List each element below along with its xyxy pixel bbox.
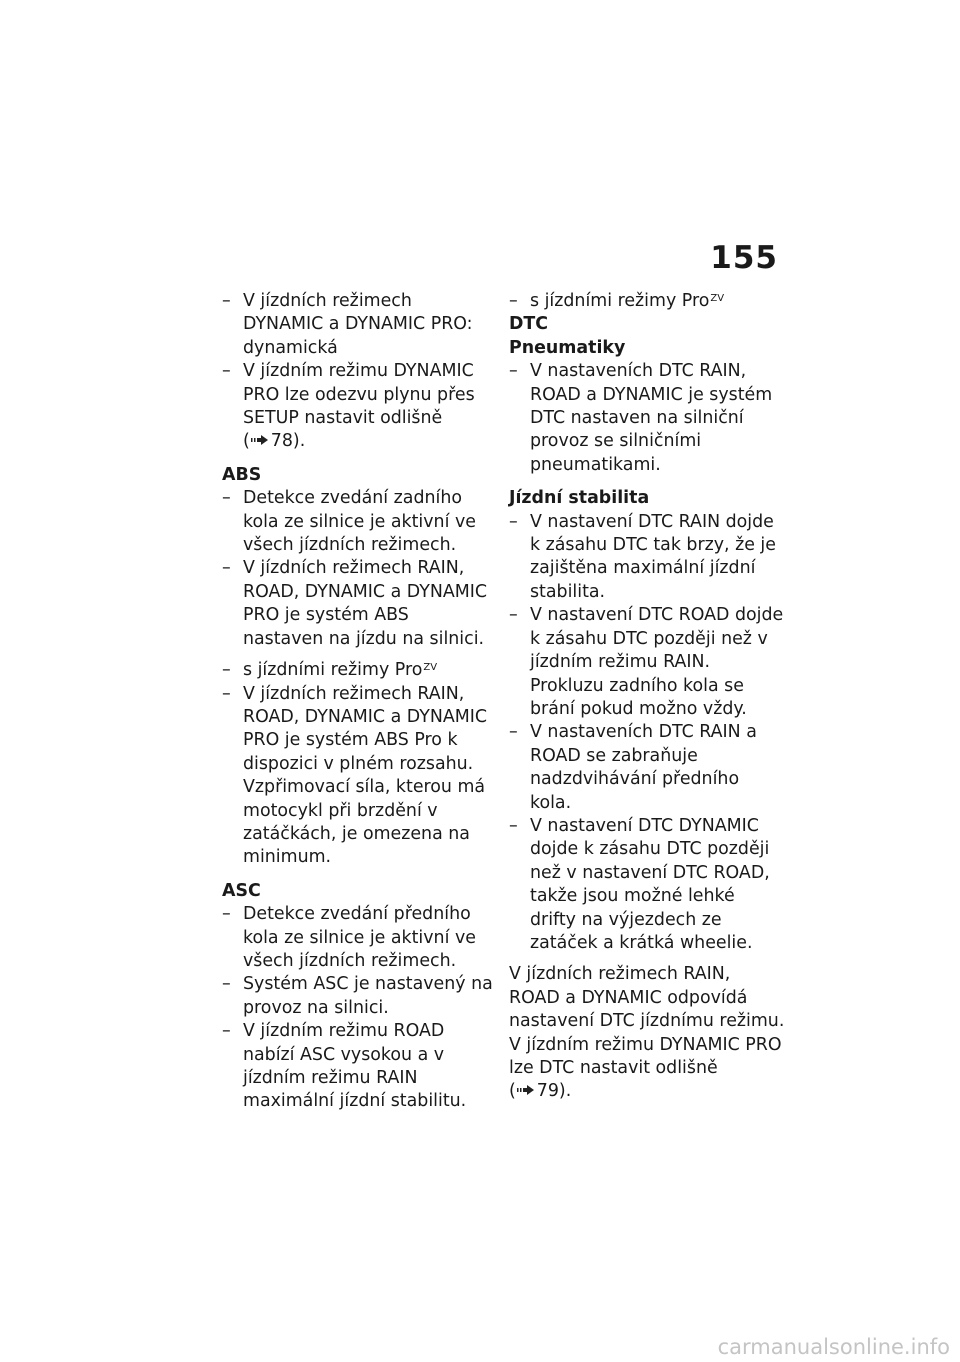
- option-superscript: ZV: [423, 662, 438, 674]
- list-item: – V jízdních režimech RAIN, ROAD, DYNAMIC a DYNAMIC PRO je systém ABS Pro k dispozici v plném rozsahu. Vzpřimovací síla, kterou má motocykl při brzdění v zatáčkách, je omezena na minimum.: [222, 683, 494, 870]
- list-item: – V nastavení DTC DYNAMIC dojde k zásahu DTC později než v nastavení DTC ROAD, takže jsou možné lehké drifty na výjezdech ze zatáček a krátká wheelie.: [509, 815, 785, 955]
- paragraph-text: V jízdních režimech RAIN, ROAD a DYNAMIC odpovídá nastavení DTC jízdnímu režimu.: [509, 964, 785, 1032]
- section-heading-dtc: DTC: [509, 314, 549, 335]
- list-item: – V nastavení DTC ROAD dojde k zásahu DTC později než v jízdním režimu RAIN. Prokluzu zadního kola se brání pokud možno vždy.: [509, 604, 785, 721]
- option-label: [509, 290, 785, 313]
- subheading-tyres: Pneumatiky: [509, 337, 626, 358]
- page-reference-arrow-icon: [251, 435, 268, 445]
- list-item: – V jízdním režimu DYNAMIC PRO lze odezvu plynu přes SETUP nastavit odlišně ( 78).: [222, 360, 494, 454]
- list-item: – V nastaveních DTC RAIN, ROAD a DYNAMIC je systém DTC nastaven na silniční provoz se silničními pneumatikami.: [509, 360, 785, 477]
- option-label-text: s jízdními režimy Pro: [530, 291, 710, 311]
- list-item: – V nastavení DTC RAIN dojde k zásahu DTC tak brzy, že je zajištěna maximální jízdní stabilita.: [509, 511, 785, 605]
- paragraph: [509, 963, 785, 1103]
- subheading-stability: Jízdní stabilita: [509, 488, 650, 509]
- list-item: – V nastaveních DTC RAIN a ROAD se zabraňuje nadzdvihávání předního kola.: [509, 721, 785, 815]
- watermark: carmanualsonline.info: [717, 1335, 950, 1359]
- list-item: – V jízdním režimu ROAD nabízí ASC vysokou a v jízdním režimu RAIN maximální jízdní stabilitu.: [222, 1020, 494, 1114]
- paragraph-text-span: V jízdním režimu DYNAMIC PRO lze DTC nastavit odlišně: [509, 1034, 782, 1078]
- list-item: – Detekce zvedání zadního kola ze silnice je aktivní ve všech jízdních režimech.: [222, 487, 494, 557]
- left-column: [222, 290, 494, 1114]
- section-heading-asc: ASC: [222, 880, 261, 901]
- section-heading-abs: ABS: [222, 464, 262, 485]
- page-number: 155: [710, 240, 778, 276]
- list-item: – Detekce zvedání předního kola ze silnice je aktivní ve všech jízdních režimech.: [222, 903, 494, 973]
- list-item-text: V jízdním režimu DYNAMIC PRO lze odezvu plynu přes SETUP nastavit odlišně: [243, 361, 475, 429]
- option-superscript: ZV: [710, 293, 725, 304]
- page-reference: 78).: [270, 431, 306, 452]
- page-reference-arrow-icon: [517, 1085, 534, 1095]
- option-label: [222, 659, 494, 682]
- right-column: [509, 290, 785, 1104]
- option-label-text: s jízdními režimy Pro: [243, 660, 423, 681]
- list-item: – V jízdních režimech RAIN, ROAD, DYNAMIC a DYNAMIC PRO je systém ABS nastaven na jízdu na silnici.: [222, 557, 494, 651]
- page-reference: 79).: [536, 1081, 572, 1102]
- list-item: – Systém ASC je nastavený na provoz na silnici.: [222, 973, 494, 1020]
- paragraph-text: V jízdním režimu DYNAMIC PRO lze DTC nastavit odlišně ( 79).: [509, 1034, 782, 1102]
- list-item: – V jízdních režimech DYNAMIC a DYNAMIC PRO: dynamická: [222, 290, 494, 360]
